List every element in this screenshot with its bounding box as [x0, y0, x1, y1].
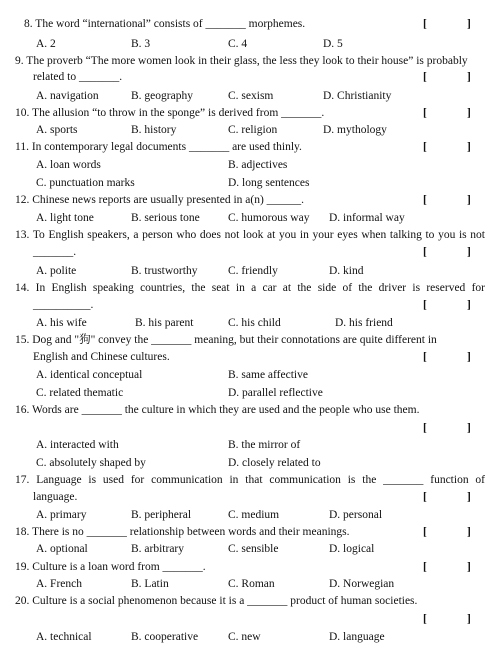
- answer-bracket: [ ]: [423, 71, 471, 83]
- option-c: C. new: [228, 631, 261, 643]
- answer-bracket: [ ]: [423, 18, 471, 30]
- question-stem-line: __________.: [33, 299, 94, 311]
- answer-bracket: [ ]: [423, 561, 471, 573]
- question-stem-line: 19. Culture is a loan word from _______.: [15, 561, 206, 573]
- question-17-options: [0, 507, 500, 523]
- question-stem-line: 15. Dog and "狗" convey the _______ meaning, but their connotations are quite different in: [15, 334, 437, 346]
- option-d: D. logical: [329, 543, 375, 555]
- option-c: C. sexism: [228, 90, 274, 102]
- question-9-options: [0, 88, 500, 104]
- question-15-stem: [0, 332, 500, 348]
- option-c: C. humorous way: [228, 212, 310, 224]
- question-12-stem: [0, 192, 500, 208]
- question-15-options-row-2: [0, 385, 500, 401]
- option-b: B. peripheral: [131, 509, 192, 521]
- question-stem-line: 8. The word “international” consists of _______ morphemes.: [24, 18, 306, 30]
- question-13-stem: [0, 227, 500, 243]
- question-stem-line: 11. In contemporary legal documents _______ are used thinly.: [15, 141, 302, 153]
- answer-bracket: [ ]: [423, 613, 471, 625]
- question-stem-line: 12. Chinese news reports are usually presented in a(n) ______.: [15, 194, 305, 206]
- option-a: A. sports: [36, 124, 78, 136]
- question-15-stem-cont: [0, 349, 500, 365]
- option-c: C. medium: [228, 509, 280, 521]
- answer-bracket: [ ]: [423, 141, 471, 153]
- question-10-options: [0, 122, 500, 138]
- option-c: C. religion: [228, 124, 278, 136]
- question-14-stem-cont: [0, 297, 500, 313]
- option-d: D. long sentences: [228, 177, 310, 189]
- question-stem-line: 10. The allusion “to throw in the sponge” is derived from _______.: [15, 107, 325, 119]
- question-20-options: [0, 629, 500, 645]
- question-19-stem: [0, 559, 500, 575]
- option-a: A. light tone: [36, 212, 94, 224]
- option-d: D. mythology: [323, 124, 387, 136]
- question-11-stem: [0, 139, 500, 155]
- question-14-stem: [0, 280, 500, 296]
- question-20-bracket-line: [0, 611, 500, 627]
- option-d: D. closely related to: [228, 457, 321, 469]
- option-b: B. serious tone: [131, 212, 200, 224]
- option-b: B. history: [131, 124, 177, 136]
- option-c: C. his child: [228, 317, 281, 329]
- option-d: D. personal: [329, 509, 383, 521]
- option-b: B. cooperative: [131, 631, 199, 643]
- option-a: A. navigation: [36, 90, 99, 102]
- option-b: B. 3: [131, 38, 151, 50]
- option-b: B. same affective: [228, 369, 308, 381]
- question-17-stem: [0, 472, 500, 488]
- option-c: C. absolutely shaped by: [36, 457, 146, 469]
- question-14-options: [0, 315, 500, 331]
- answer-bracket: [ ]: [423, 491, 471, 503]
- question-stem-line: related to _______.: [33, 71, 123, 83]
- question-20-stem: [0, 593, 500, 609]
- answer-bracket: [ ]: [423, 194, 471, 206]
- option-b: B. his parent: [135, 317, 194, 329]
- option-c: C. sensible: [228, 543, 279, 555]
- option-a: A. technical: [36, 631, 92, 643]
- question-stem-line: 13. To English speakers, a person who does not look at you in your eyes when talking to you is not: [15, 229, 485, 241]
- question-11-options-row-2: [0, 175, 500, 191]
- option-c: C. friendly: [228, 265, 278, 277]
- question-10-stem: [0, 105, 500, 121]
- answer-bracket: [ ]: [423, 351, 471, 363]
- question-13-stem-cont: [0, 244, 500, 260]
- option-b: B. geography: [131, 90, 193, 102]
- option-a: A. interacted with: [36, 439, 119, 451]
- option-d: D. Christianity: [323, 90, 392, 102]
- question-stem-line: _______.: [33, 246, 77, 258]
- option-d: D. parallel reflective: [228, 387, 323, 399]
- question-12-options: [0, 210, 500, 226]
- question-16-options-row-2: [0, 455, 500, 471]
- question-8-options: [0, 36, 500, 52]
- option-d: D. kind: [329, 265, 364, 277]
- option-a: A. optional: [36, 543, 88, 555]
- question-stem-line: 17. Language is used for communication in that communication is the _______ function of: [15, 474, 485, 486]
- question-13-options: [0, 263, 500, 279]
- question-9-stem-cont: [0, 69, 500, 85]
- question-17-stem-cont: [0, 489, 500, 505]
- question-stem-line: 9. The proverb “The more women look in their glass, the less they look to their house” is probably: [15, 55, 468, 67]
- option-a: A. his wife: [36, 317, 87, 329]
- option-b: B. the mirror of: [228, 439, 301, 451]
- question-stem-line: 16. Words are _______ the culture in which they are used and the people who use them.: [15, 404, 420, 416]
- option-b: B. adjectives: [228, 159, 288, 171]
- option-a: A. identical conceptual: [36, 369, 143, 381]
- question-stem-line: language.: [33, 491, 78, 503]
- answer-bracket: [ ]: [423, 299, 471, 311]
- question-15-options-row-1: [0, 367, 500, 383]
- option-d: D. language: [329, 631, 385, 643]
- question-16-options-row-1: [0, 437, 500, 453]
- option-a: A. polite: [36, 265, 77, 277]
- question-18-options: [0, 541, 500, 557]
- option-c: C. Roman: [228, 578, 275, 590]
- question-16-stem: [0, 402, 500, 418]
- question-stem-line: 18. There is no _______ relationship between words and their meanings.: [15, 526, 350, 538]
- question-19-options: [0, 576, 500, 592]
- option-a: A. primary: [36, 509, 87, 521]
- option-c: C. related thematic: [36, 387, 124, 399]
- option-a: A. French: [36, 578, 82, 590]
- question-18-stem: [0, 524, 500, 540]
- option-a: A. loan words: [36, 159, 101, 171]
- question-stem-line: English and Chinese cultures.: [33, 351, 170, 363]
- question-stem-line: 14. In English speaking countries, the seat in a car at the side of the driver is reserved for: [15, 282, 485, 294]
- option-c: C. punctuation marks: [36, 177, 135, 189]
- question-stem-line: 20. Culture is a social phenomenon because it is a _______ product of human societies.: [15, 595, 418, 607]
- question-8-stem: [0, 16, 500, 32]
- answer-bracket: [ ]: [423, 246, 471, 258]
- option-b: B. Latin: [131, 578, 169, 590]
- question-16-bracket-line: [0, 420, 500, 436]
- answer-bracket: [ ]: [423, 107, 471, 119]
- option-b: B. arbitrary: [131, 543, 185, 555]
- answer-bracket: [ ]: [423, 526, 471, 538]
- option-d: D. 5: [323, 38, 343, 50]
- option-d: D. his friend: [335, 317, 393, 329]
- option-b: B. trustworthy: [131, 265, 198, 277]
- question-11-options-row-1: [0, 157, 500, 173]
- option-a: A. 2: [36, 38, 56, 50]
- option-c: C. 4: [228, 38, 248, 50]
- question-9-stem: [0, 53, 500, 69]
- option-d: D. Norwegian: [329, 578, 395, 590]
- option-d: D. informal way: [329, 212, 405, 224]
- answer-bracket: [ ]: [423, 422, 471, 434]
